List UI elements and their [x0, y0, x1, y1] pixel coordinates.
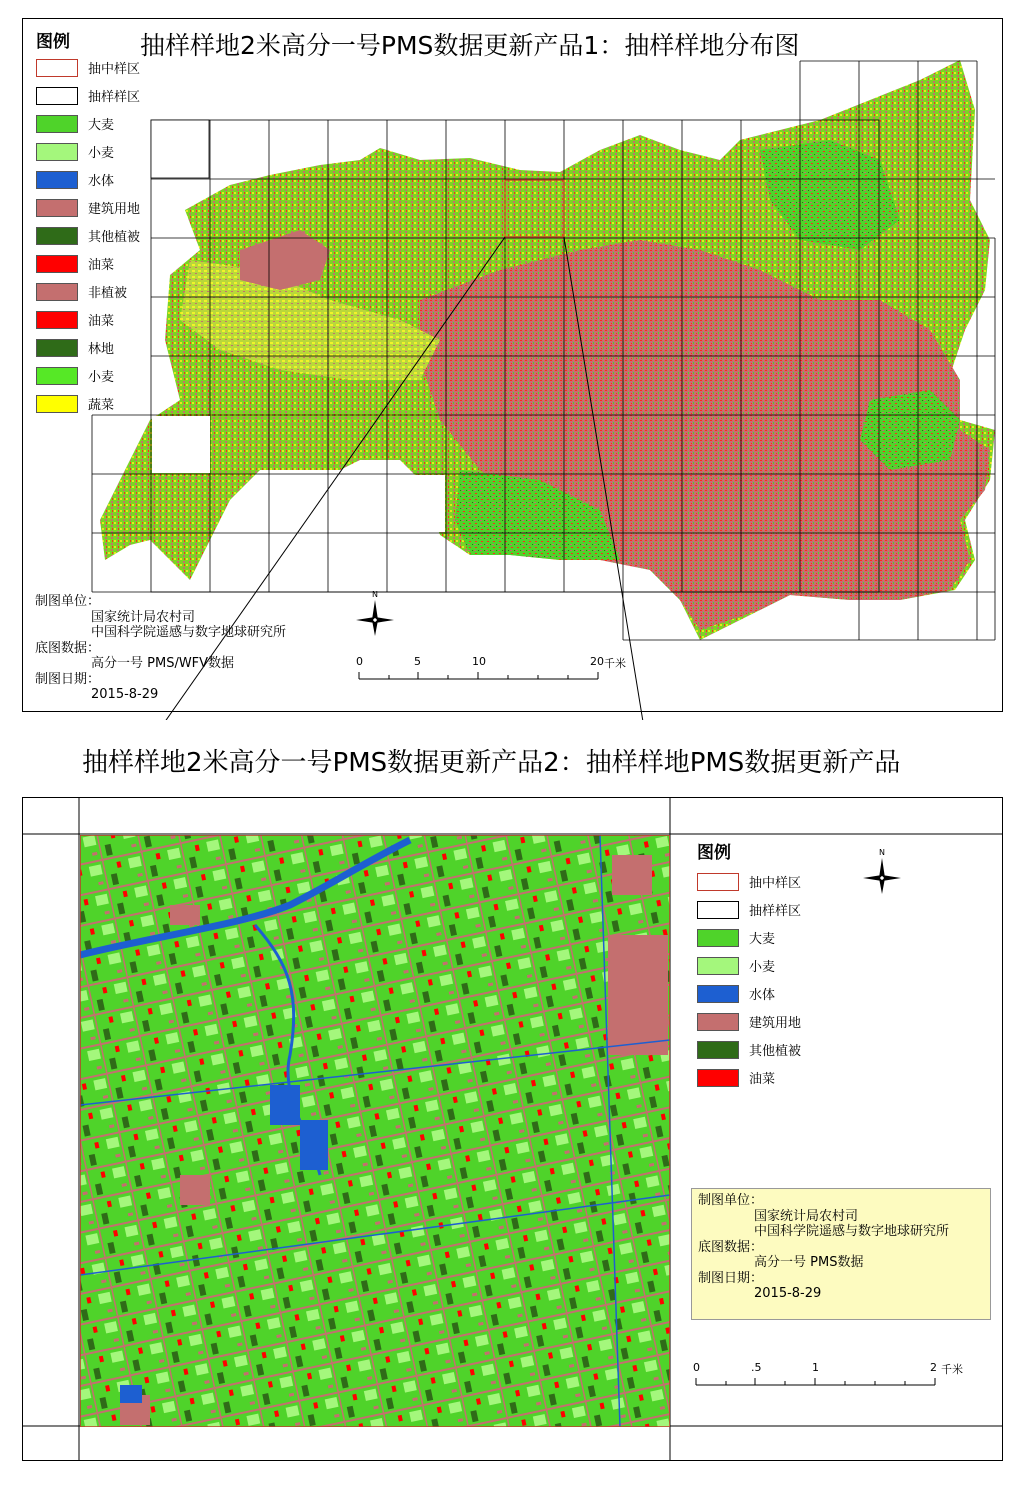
bottom-legend-swatch: [697, 1013, 739, 1031]
top-map-info: [35, 594, 286, 703]
bottom-legend-label: 抽中样区: [749, 876, 802, 891]
bottom-scale-unit: 千米: [941, 1363, 963, 1376]
bottom-scale-2: 2: [930, 1361, 937, 1374]
top-legend-label: 林地: [88, 342, 115, 357]
bottom-legend-swatch: [697, 985, 739, 1003]
bottom-north-label: N: [879, 848, 885, 857]
bottom-legend-swatch: [697, 929, 739, 947]
bottom-legend-item: [697, 1012, 801, 1031]
bottom-legend-label: 抽样样区: [749, 904, 802, 919]
bottom-info-base-value: 高分一号 PMS数据: [754, 1255, 864, 1270]
bottom-map-canvas: [80, 835, 670, 1427]
bottom-legend-swatch: [697, 873, 739, 891]
bottom-legend-swatch: [697, 1041, 739, 1059]
top-legend-label: 抽样样区: [88, 90, 141, 105]
bottom-scale-half: .5: [751, 1361, 762, 1374]
top-info-unit-label: 制图单位：: [35, 594, 101, 609]
bottom-info-date-value: 2015-8-29: [754, 1286, 822, 1301]
top-legend-label: 其他植被: [88, 230, 141, 245]
bottom-legend-label: 其他植被: [749, 1044, 802, 1059]
top-legend-label: 小麦: [88, 146, 115, 161]
bottom-legend-title: 图例: [697, 843, 731, 863]
top-legend-label: 抽中样区: [88, 62, 141, 77]
bottom-legend-swatch: [697, 957, 739, 975]
bottom-info-date-label: 制图日期：: [698, 1270, 764, 1286]
top-scale-line: [358, 670, 603, 684]
bottom-north-arrow-icon: [860, 846, 906, 896]
top-info-unit-2: 中国科学院遥感与数字地球研究所: [91, 625, 287, 640]
bottom-legend-label: 水体: [749, 988, 776, 1003]
bottom-legend-label: 小麦: [749, 960, 776, 975]
top-legend-label: 油菜: [88, 258, 115, 273]
top-scale-10: 10: [472, 655, 486, 668]
bottom-map-info: [691, 1188, 991, 1320]
top-legend-label: 建筑用地: [88, 202, 141, 217]
top-scale-unit: 千米: [604, 657, 626, 670]
bottom-legend-item: [697, 984, 775, 1003]
bottom-legend-swatch: [697, 901, 739, 919]
top-north-label: N: [372, 590, 378, 599]
bottom-scale-line: [695, 1376, 940, 1390]
bottom-legend-swatch: [697, 1069, 739, 1087]
top-legend-label: 小麦: [88, 370, 115, 385]
bottom-scale-0: 0: [693, 1361, 700, 1374]
top-info-date-label: 制图日期：: [35, 671, 101, 687]
top-north-arrow-icon: [352, 588, 398, 638]
bottom-legend-item: [697, 872, 801, 891]
bottom-legend-label: 建筑用地: [749, 1016, 802, 1031]
top-info-base-value: 高分一号 PMS/WFV数据: [91, 656, 235, 671]
top-info-base-label: 底图数据：: [35, 640, 101, 656]
bottom-legend-item: [697, 928, 775, 947]
bottom-info-unit-label: 制图单位：: [698, 1193, 764, 1208]
bottom-info-unit-2: 中国科学院遥感与数字地球研究所: [754, 1224, 950, 1239]
bottom-legend-label: 大麦: [749, 932, 776, 947]
bottom-legend-item: [697, 956, 775, 975]
bottom-legend-item: [697, 900, 801, 919]
top-legend-label: 蔬菜: [88, 398, 115, 413]
top-scale-0: 0: [356, 655, 363, 668]
top-map-title: 抽样样地2米高分一号PMS数据更新产品1：抽样样地分布图: [140, 31, 800, 60]
bottom-legend-label: 油菜: [749, 1072, 776, 1087]
bottom-map-title: 抽样样地2米高分一号PMS数据更新产品2：抽样样地PMS数据更新产品: [82, 748, 901, 778]
bottom-info-unit-1: 国家统计局农村司: [754, 1208, 859, 1224]
top-info-unit-1: 国家统计局农村司: [91, 609, 196, 625]
bottom-info-base-label: 底图数据：: [698, 1239, 764, 1255]
top-scale-20: 20: [590, 655, 604, 668]
top-legend-label: 水体: [88, 174, 115, 189]
bottom-legend-item: [697, 1068, 775, 1087]
top-legend-title: 图例: [36, 32, 70, 52]
top-legend-label: 油菜: [88, 314, 115, 329]
top-info-date-value: 2015-8-29: [91, 687, 159, 702]
top-legend-label: 大麦: [88, 118, 115, 133]
top-legend-label: 非植被: [88, 286, 128, 301]
top-scale-5: 5: [414, 655, 421, 668]
bottom-scale-1: 1: [812, 1361, 819, 1374]
bottom-legend-item: [697, 1040, 801, 1059]
